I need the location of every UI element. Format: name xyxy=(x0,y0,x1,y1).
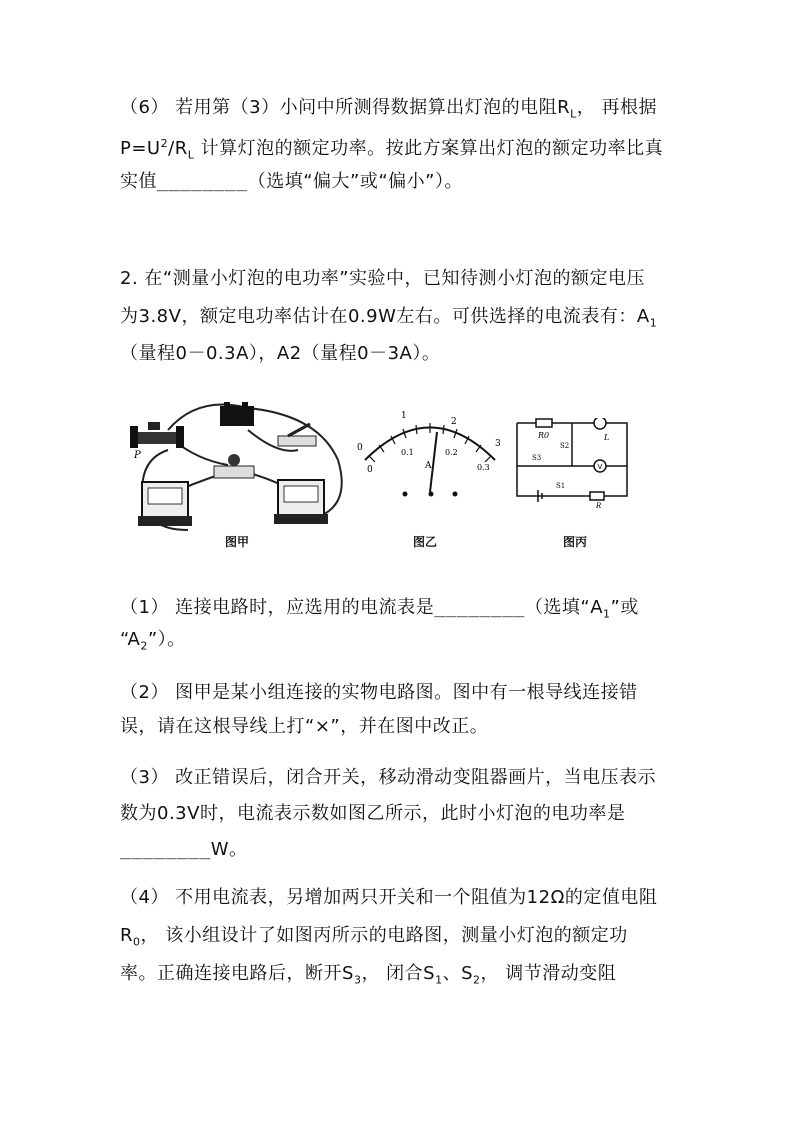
subscript: 1 xyxy=(649,316,658,330)
q2-p4-text: R xyxy=(120,925,134,946)
q2-p4-line1: （4） 不用电流表，另增加两只开关和一个阻值为12Ω的定值电阻 xyxy=(120,887,658,908)
q2-p1-text: ”或 xyxy=(610,597,639,618)
meter-tick-label: 0.1 xyxy=(401,448,414,457)
q2-p4-line3 xyxy=(120,962,616,993)
subscript: 2 xyxy=(473,973,481,987)
subscript: L xyxy=(570,107,577,121)
q2-p4-text: ， 调节滑动变阻 xyxy=(480,963,617,984)
q1-p6-text: （选填“偏大”或“偏小”）。 xyxy=(247,171,464,192)
circuit-label: V xyxy=(597,463,603,471)
subscript: 3 xyxy=(353,973,362,987)
q2-p3-text: W。 xyxy=(210,839,248,860)
q2-text: 为3.8V，额定电功率估计在0.9W左右。可供选择的电流表有：A xyxy=(120,306,650,327)
circuit-label: S1 xyxy=(556,482,566,490)
q1-p6-line2 xyxy=(120,132,663,168)
ammeter-icon xyxy=(138,482,192,526)
q2-p4-text: ， 闭合S xyxy=(361,963,436,984)
q2-p1-line2 xyxy=(120,628,186,659)
subscript: 1 xyxy=(435,973,443,987)
terminal xyxy=(403,492,408,497)
rheostat-icon xyxy=(590,492,604,500)
q2-p2-line2: 误，请在这根导线上打“×”，并在图中改正。 xyxy=(120,716,489,737)
voltmeter-icon xyxy=(274,480,328,524)
q2-line2 xyxy=(120,305,657,336)
figure-bing xyxy=(512,418,632,508)
subscript: 2 xyxy=(140,639,148,653)
q2-p1-text: “A xyxy=(120,629,141,650)
meter-tick-label: 1 xyxy=(401,411,407,421)
circuit-label: R xyxy=(596,502,602,508)
q2-p4-line2 xyxy=(120,924,628,955)
q2-p1-line1 xyxy=(120,596,639,627)
q2-p3-line1: （3） 改正错误后，闭合开关，移动滑动变阻器画片，当电压表示 xyxy=(120,767,657,788)
q1-p6-line3 xyxy=(120,170,463,194)
q1-p6-text: ， 再根据 xyxy=(576,97,658,118)
figure-jia xyxy=(128,400,350,550)
q2-line1: 2. 在“测量小灯泡的电功率”实验中，已知待测小灯泡的额定电压 xyxy=(120,268,646,289)
q1-p6-text: （6） 若用第（3）小问中所测得数据算出灯泡的电阻R xyxy=(120,97,571,118)
meter-tick-label: 0 xyxy=(367,465,373,475)
q1-p6-line1 xyxy=(120,96,657,127)
q2-p1-text: （选填“A xyxy=(524,597,604,618)
answer-blank[interactable]: ________ xyxy=(157,171,248,192)
terminal xyxy=(429,492,434,497)
meter-tick-label: 3 xyxy=(495,439,501,449)
meter-unit: A xyxy=(425,461,432,471)
meter-tick-label: 0 xyxy=(357,443,363,453)
formula-text: /R xyxy=(168,138,188,159)
q2-p1-text: （1） 连接电路时，应选用的电流表是 xyxy=(120,597,435,618)
terminal xyxy=(453,492,458,497)
lamp-icon xyxy=(214,454,254,478)
q2-p1-text: ”）。 xyxy=(147,629,186,650)
meter-tick-label: 0.2 xyxy=(445,448,458,457)
q2-p3-line3 xyxy=(120,838,248,862)
circuit-label: L xyxy=(604,433,610,442)
subscript: 1 xyxy=(603,607,611,621)
q2-p2-line1: （2） 图甲是某小组连接的实物电路图。图中有一根导线连接错 xyxy=(120,682,638,703)
answer-blank[interactable]: ________ xyxy=(434,597,525,618)
caption-bing: 图丙 xyxy=(563,535,588,549)
lamp-icon xyxy=(594,418,606,429)
meter-scale xyxy=(365,423,495,462)
q2-p4-text: 、S xyxy=(442,963,474,984)
q2-p3-line2: 数为0.3V时，电流表示数如图乙所示，此时小灯泡的电功率是 xyxy=(120,803,626,824)
circuit-label: S2 xyxy=(560,442,570,450)
q1-p6-text: 实值 xyxy=(120,171,157,192)
caption-yi: 图乙 xyxy=(413,535,438,549)
resistor-r0-icon xyxy=(536,419,552,427)
meter-tick-label: 2 xyxy=(451,417,457,427)
circuit-label: S3 xyxy=(532,454,542,462)
subscript: L xyxy=(187,148,195,162)
caption-jia: 图甲 xyxy=(225,535,250,549)
answer-blank[interactable]: ________ xyxy=(120,839,211,860)
formula-text: P=U xyxy=(120,138,161,159)
subscript: 0 xyxy=(133,935,141,949)
svg-text:P: P xyxy=(134,450,141,461)
q2-line3: （量程0－0.3A），A2（量程0－3A）。 xyxy=(120,343,441,364)
q2-p4-text: 率。正确连接电路后，断开S xyxy=(120,963,354,984)
circuit-label: R0 xyxy=(538,431,550,440)
figure-yi xyxy=(355,400,505,510)
superscript: 2 xyxy=(160,137,169,150)
meter-tick-label: 0.3 xyxy=(477,463,490,472)
q2-p4-text: ， 该小组设计了如图丙所示的电路图，测量小灯泡的额定功 xyxy=(140,925,628,946)
q1-p6-text: 计算灯泡的额定功率。按此方案算出灯泡的额定功率比真 xyxy=(194,138,664,159)
